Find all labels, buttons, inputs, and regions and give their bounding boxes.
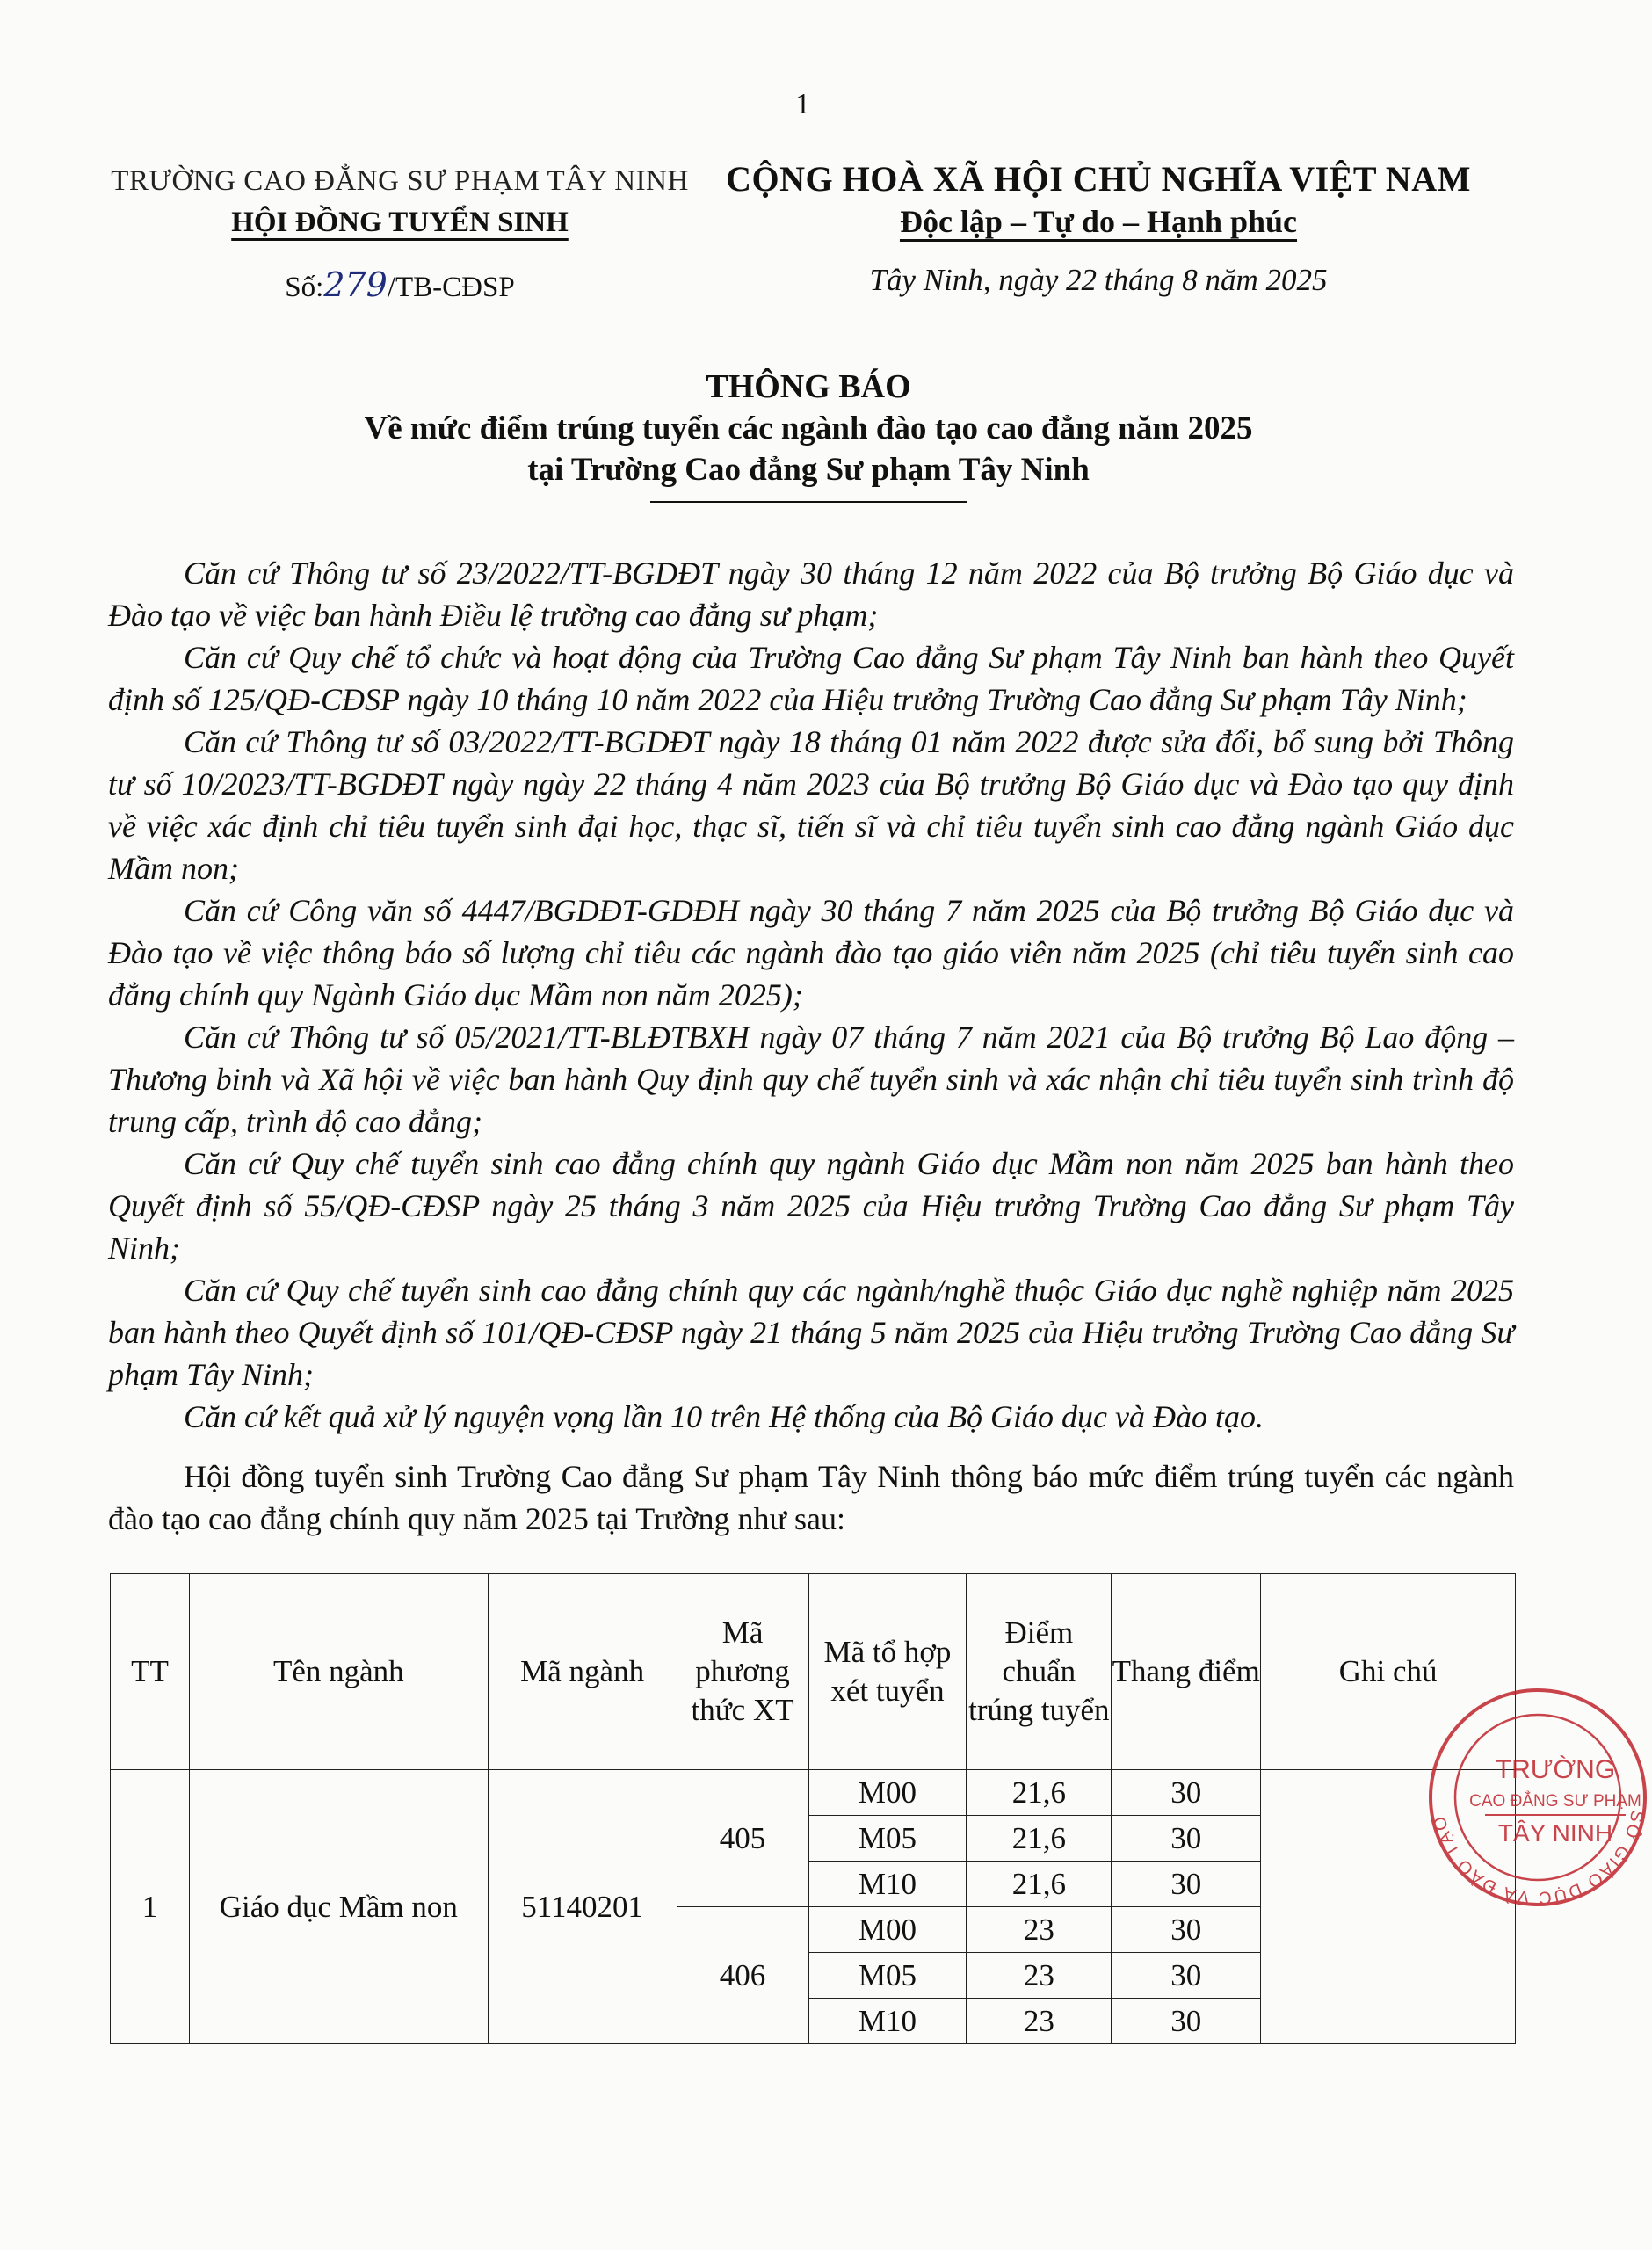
header-combination-code: Mã tổ hợp xét tuyển <box>808 1574 967 1770</box>
official-seal <box>1424 1683 1652 1912</box>
header-tt: TT <box>111 1574 190 1770</box>
legal-basis-item: Căn cứ kết quả xử lý nguyện vọng lần 10 trên Hệ thống của Bộ Giáo dục và Đào tạo. <box>184 1399 1264 1434</box>
legal-basis-item: Căn cứ Quy chế tuyển sinh cao đẳng chính quy ngành Giáo dục Mầm non năm 2025 ban hành theo Quyết định số 55/QĐ-CĐSP ngày 25 tháng 3 năm 2025 của Hiệu trưởng Trường Cao đẳng Sư phạm Tây Ninh; <box>108 1146 1514 1266</box>
handwritten-number: 279 <box>323 265 388 304</box>
header-score-scale: Thang điểm <box>1112 1574 1261 1770</box>
cell-combination: M00 <box>808 1770 967 1816</box>
cell-program-code: 51140201 <box>488 1770 677 2044</box>
legal-basis-item: Căn cứ Thông tư số 05/2021/TT-BLĐTBXH ngày 07 tháng 7 năm 2021 của Bộ trưởng Bộ Lao động – Thương binh và Xã hội về việc ban hành Quy định quy chế tuyển sinh và xác nhận chỉ tiêu tuyển sinh trình độ trung cấp, trình độ cao đẳng; <box>108 1020 1514 1139</box>
cell-score: 21,6 <box>967 1816 1112 1862</box>
seal-text-line3: TÂY NINH <box>1497 1819 1613 1847</box>
title-main: THÔNG BÁO <box>706 368 911 405</box>
cell-scale: 30 <box>1112 1999 1261 2044</box>
header-program-code: Mã ngành <box>488 1574 677 1770</box>
announcement-intro: Hội đồng tuyển sinh Trường Cao đẳng Sư phạm Tây Ninh thông báo mức điểm trúng tuyển các ngành đào tạo cao đẳng chính quy năm 2025 tại Trường như sau: <box>108 1459 1514 1536</box>
dateline: Tây Ninh, ngày 22 tháng 8 năm 2025 <box>869 263 1328 297</box>
cell-score: 23 <box>967 1999 1112 2044</box>
page-mark: 1 <box>795 88 810 120</box>
table-header-row <box>111 1574 1516 1770</box>
cell-scale: 30 <box>1112 1862 1261 1907</box>
legal-basis-item: Căn cứ Thông tư số 23/2022/TT-BGDĐT ngày 30 tháng 12 năm 2022 của Bộ trưởng Bộ Giáo dục và Đào tạo về việc ban hành Điều lệ trường cao đẳng sư phạm; <box>108 555 1514 633</box>
cell-combination: M05 <box>808 1816 967 1862</box>
cell-tt: 1 <box>111 1770 190 2044</box>
cell-score: 21,6 <box>967 1770 1112 1816</box>
legal-basis-item: Căn cứ Quy chế tuyển sinh cao đẳng chính quy các ngành/nghề thuộc Giáo dục nghề nghiệp năm 2025 ban hành theo Quyết định số 101/QĐ-CĐSP ngày 21 tháng 5 năm 2025 của Hiệu trưởng Trường Cao đẳng Sư phạm Tây Ninh; <box>108 1273 1514 1392</box>
header-program-name: Tên ngành <box>189 1574 488 1770</box>
legal-basis-item: Căn cứ Công văn số 4447/BGDĐT-GDĐH ngày 30 tháng 7 năm 2025 của Bộ trưởng Bộ Giáo dục và Đào tạo về việc thông báo số lượng chỉ tiêu các ngành đào tạo giáo viên năm 2025 (chỉ tiêu tuyển sinh cao đẳng chính quy Ngành Giáo dục Mầm non năm 2025); <box>108 893 1514 1012</box>
national-header <box>712 158 1485 298</box>
header-note: Ghi chú <box>1261 1574 1516 1770</box>
legal-basis-item: Căn cứ Thông tư số 03/2022/TT-BGDĐT ngày 18 tháng 01 năm 2022 được sửa đổi, bổ sung bởi Thông tư số 10/2023/TT-BGDĐT ngày ngày 22 tháng 4 năm 2023 của Bộ trưởng Bộ Giáo dục và Đào tạo quy định về việc xác định chỉ tiêu tuyển sinh đại học, thạc sĩ, tiến sĩ và chỉ tiêu tuyển sinh cao đẳng ngành Giáo dục Mầm non; <box>108 724 1514 886</box>
cell-scale: 30 <box>1112 1907 1261 1953</box>
cell-combination: M10 <box>808 1999 967 2044</box>
header-method-code: Mã phương thức XT <box>677 1574 808 1770</box>
cell-combination: M05 <box>808 1953 967 1999</box>
cell-scale: 30 <box>1112 1953 1261 1999</box>
cell-combination: M00 <box>808 1907 967 1953</box>
title-place: tại Trường Cao đẳng Sư phạm Tây Ninh <box>527 452 1090 488</box>
legal-basis-item: Căn cứ Quy chế tổ chức và hoạt động của Trường Cao đẳng Sư phạm Tây Ninh ban hành theo Quyết định số 125/QĐ-CĐSP ngày 10 tháng 10 năm 2022 của Hiệu trưởng Trường Cao đẳng Sư phạm Tây Ninh; <box>108 640 1514 717</box>
cell-scale: 30 <box>1112 1816 1261 1862</box>
cell-method-code: 406 <box>677 1907 808 2044</box>
cell-combination: M10 <box>808 1862 967 1907</box>
cell-program-name: Giáo dục Mầm non <box>189 1770 488 2044</box>
cell-score: 23 <box>967 1907 1112 1953</box>
admission-score-table <box>110 1573 1516 2044</box>
nation-name: CỘNG HOÀ XÃ HỘI CHỦ NGHĨA VIỆT NAM <box>726 159 1471 199</box>
council-name: HỘI ĐỒNG TUYỂN SINH <box>231 207 569 238</box>
title-subject: Về mức điểm trúng tuyển các ngành đào tạo cao đẳng năm 2025 <box>364 410 1253 446</box>
seal-text-line1: TRƯỜNG <box>1495 1755 1616 1784</box>
seal-text-line2: CAO ĐẲNG SƯ PHẠM <box>1469 1792 1641 1811</box>
issuer-header <box>97 165 703 304</box>
document-number: Số:279/TB-CĐSP <box>285 265 515 304</box>
title-divider <box>650 501 967 503</box>
cell-score: 23 <box>967 1953 1112 1999</box>
document-title <box>158 367 1459 489</box>
cell-score: 21,6 <box>967 1862 1112 1907</box>
table-row <box>111 1770 1516 1816</box>
cell-method-code: 405 <box>677 1770 808 1907</box>
national-motto: Độc lập – Tự do – Hạnh phúc <box>899 204 1298 239</box>
header-cutoff-score: Điểm chuẩn trúng tuyển <box>967 1574 1112 1770</box>
legal-basis <box>108 552 1514 1438</box>
organization-name: TRƯỜNG CAO ĐẲNG SƯ PHẠM TÂY NINH <box>111 165 689 197</box>
seal-ring-text: SỞ GIÁO DỤC VÀ ĐÀO TẠO <box>1429 1808 1648 1908</box>
cell-scale: 30 <box>1112 1770 1261 1816</box>
